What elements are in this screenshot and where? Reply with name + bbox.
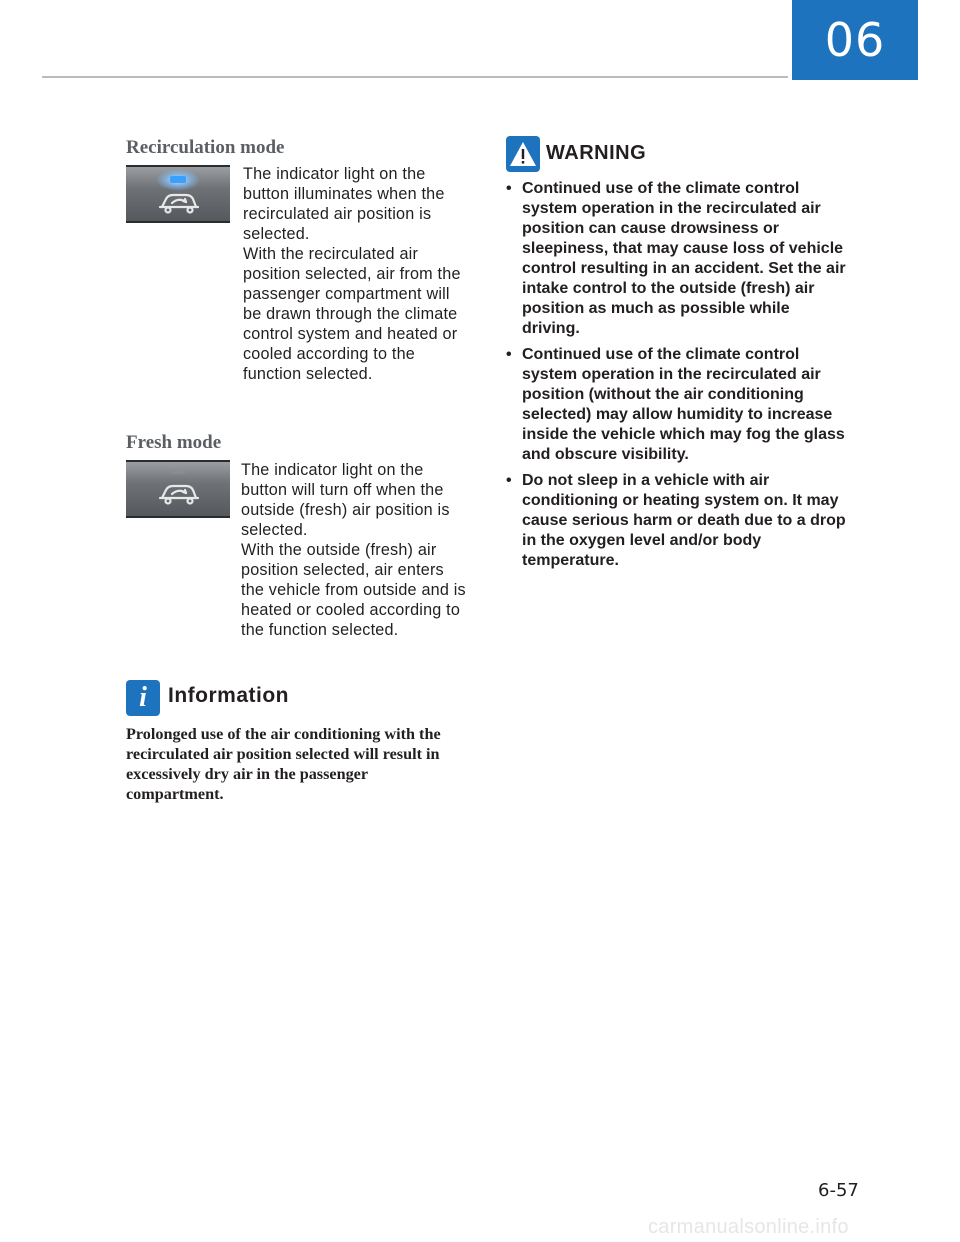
chapter-tab: 06 xyxy=(792,0,918,80)
recirculation-button-image xyxy=(126,165,230,223)
indicator-light-off xyxy=(171,470,185,474)
recirculation-paragraph: The indicator light on the button illuminates when the recirculated air position is selected. xyxy=(243,165,445,243)
page-number: 6-57 xyxy=(818,1180,859,1201)
recirculation-paragraph: With the recirculated air position selected, air from the passenger compartment will be drawn through the climate control system and heated or cooled according to the function selected. xyxy=(243,245,461,383)
information-title: Information xyxy=(168,684,289,707)
warning-item xyxy=(506,345,851,465)
warning-triangle-icon xyxy=(506,136,540,172)
warning-list xyxy=(506,179,851,577)
fresh-button-image xyxy=(126,460,230,518)
warning-item xyxy=(506,179,851,339)
recirculation-description xyxy=(243,164,468,384)
information-body: Prolonged use of the air conditioning with the recirculated air position selected will result in excessively dry air in the passenger compartment. xyxy=(126,725,441,803)
car-recirculation-icon xyxy=(126,167,230,225)
bullet-icon: • xyxy=(506,346,512,363)
bullet-icon: • xyxy=(506,180,512,197)
fresh-description xyxy=(241,460,469,640)
warning-item-text: Continued use of the climate control system operation in the recirculated air position can cause drowsiness or sleepiness, that may cause loss of vehicle control resulting in an accident. Set the air intake control to the outside (fresh) air position as much as possible while driving. xyxy=(522,180,846,337)
indicator-light-on xyxy=(170,176,186,183)
fresh-heading: Fresh mode xyxy=(126,432,222,453)
warning-item-text: Do not sleep in a vehicle with air conditioning or heating system on. It may cause serious harm or death due to a drop in the oxygen level and/or body temperature. xyxy=(522,472,846,569)
warning-item-text: Continued use of the climate control system operation in the recirculated air position (without the air conditioning selected) may allow humidity to increase inside the vehicle which may fog the glass and obscure visibility. xyxy=(522,346,845,463)
bullet-icon: • xyxy=(506,472,512,489)
warning-item xyxy=(506,471,851,571)
header-rule xyxy=(42,76,788,78)
info-icon: i xyxy=(126,680,160,716)
recirculation-heading: Recirculation mode xyxy=(126,137,285,158)
fresh-paragraph: The indicator light on the button will turn off when the outside (fresh) air position is selected. xyxy=(241,461,450,539)
watermark: carmanualsonline.info xyxy=(648,1216,849,1238)
fresh-paragraph: With the outside (fresh) air position selected, air enters the vehicle from outside and is heated or cooled according to the function selected. xyxy=(241,541,466,639)
warning-title: WARNING xyxy=(546,142,647,164)
car-recirculation-icon xyxy=(126,462,230,520)
